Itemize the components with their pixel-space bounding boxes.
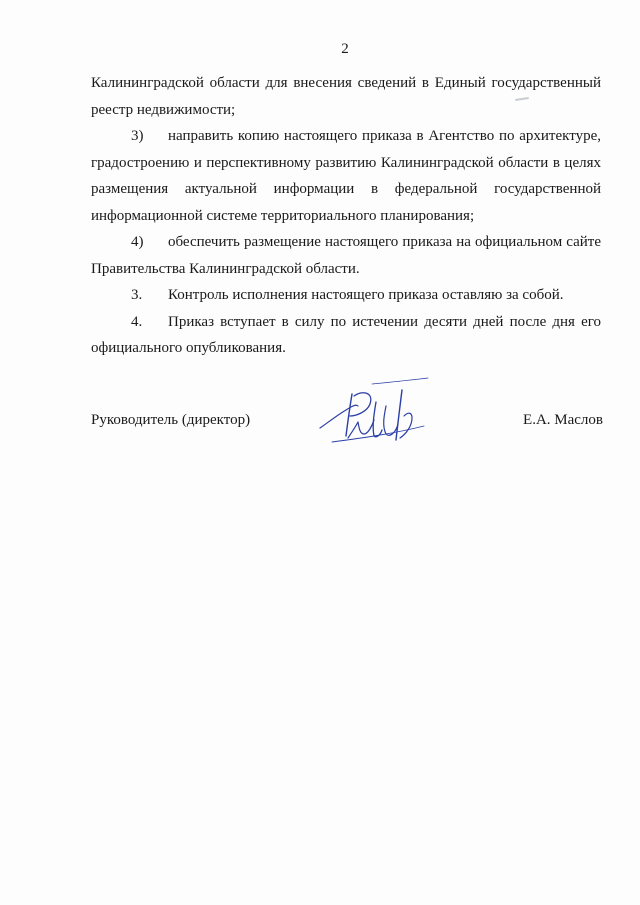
signer-position: Руководитель (директор) <box>91 412 251 428</box>
paragraph-number: 4. <box>131 313 143 330</box>
paragraph-continuation <box>91 70 601 123</box>
handwritten-signature <box>312 376 432 456</box>
paragraph-item-4 <box>91 229 601 282</box>
paragraph-number: 4) <box>131 234 144 250</box>
paragraph-number: 3. <box>131 287 143 303</box>
paragraph-number: 3) <box>131 128 144 144</box>
paragraph-text: обеспечить размещение настоящего приказа на официальном сайте Правительства Калининградской области. <box>91 234 601 277</box>
paragraph-text: Приказ вступает в силу по истечении десяти дней после дня его официального опубликования. <box>91 313 601 356</box>
paragraph-clause-4 <box>91 309 601 362</box>
paragraph-text: направить копию настоящего приказа в Агентство по архитектуре, градостроению и перспективному развитию Калининградской области в целях размещения актуальной информации в федеральной государственной информационной системе территориального планирования; <box>91 128 601 224</box>
paragraph-text: Контроль исполнения настоящего приказа оставляю за собой. <box>168 287 564 303</box>
paragraph-item-3 <box>91 123 601 229</box>
paragraph-text: Калининградской области для внесения сведений в Единый государственный реестр недвижимости; <box>91 75 601 118</box>
document-body <box>91 70 601 362</box>
page-number: 2 <box>341 41 349 57</box>
paragraph-clause-3 <box>91 282 601 309</box>
signer-name: Е.А. Маслов <box>523 412 603 428</box>
